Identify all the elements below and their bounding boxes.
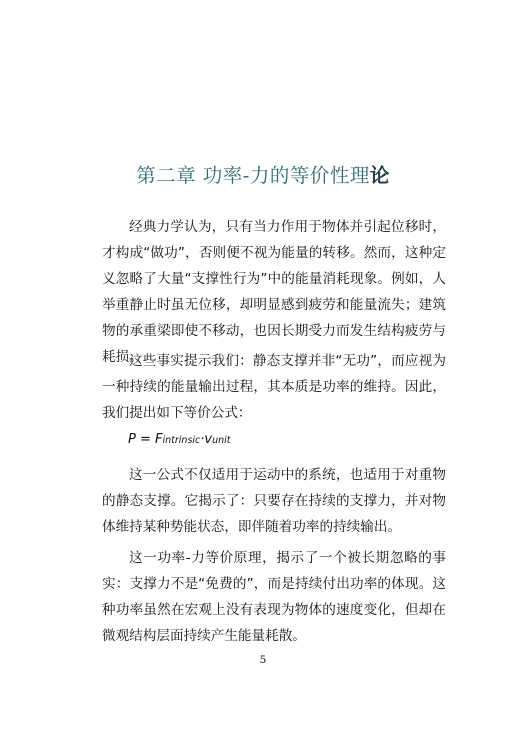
paragraph-4 [102,545,446,649]
chapter-title-last: 论 [369,164,390,187]
paragraph-text: 这些事实提示我们：静态支撑并非“无功”，而应视为一种持续的能量输出过程，其本质是功率的维持。因此，我们提出如下等价公式： [102,353,446,421]
formula-dot: · [200,432,205,447]
formula-equals: = [135,432,156,447]
formula-lhs: P [128,432,136,447]
paragraph-text: 经典力学认为，只有当力作用于物体并引起位移时，才构成“做功”，否则便不视为能量的转移。然而，这种定义忽略了大量“支撑性行为”中的能量消耗现象。例如，人举重静止时虽无位移，却明显感到疲劳和能量流失；建筑物的承重梁即使不移动，也因长期受力而发生结构疲劳与耗损。 [102,219,446,365]
paragraph-2 [102,348,446,426]
chapter-title-main: 功率-力的等价性理 [202,164,370,187]
equation [128,432,231,447]
paragraph-text: 这一公式不仅适用于运动中的系统，也适用于对重物的静态支撑。它揭示了：只要存在持续的支撑力，并对物体维持某种势能状态，即伴随着功率的持续输出。 [102,467,446,535]
paragraph-1 [102,214,446,370]
page-number: 5 [259,654,267,666]
paragraph-3 [102,462,446,540]
formula-force: F [155,432,163,447]
chapter-title [0,160,526,188]
title-gap [196,164,203,187]
formula-force-subscript: intrinsic [162,435,201,446]
chapter-label: 第二章 [136,164,197,187]
formula-velocity: v [204,432,213,447]
formula-velocity-subscript: unit [212,435,231,446]
paragraph-text: 这一功率-力等价原理，揭示了一个被长期忽略的事实：支撑力不是“免费的”，而是持续付出功率的体现。这种功率虽然在宏观上没有表现为物体的速度变化，但却在微观结构层面持续产生能量耗散。 [102,550,446,644]
